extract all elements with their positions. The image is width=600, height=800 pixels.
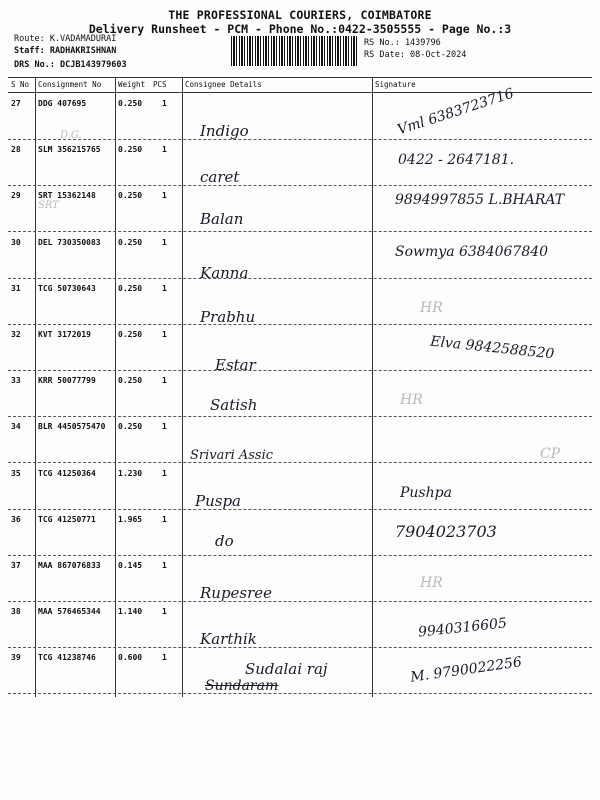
row-divider xyxy=(8,416,592,417)
consignee-handwritten: Prabhu xyxy=(200,308,256,326)
row-weight: 0.250 xyxy=(118,376,143,385)
row-divider xyxy=(8,647,592,648)
row-consignment-no: TCG 41250771 xyxy=(38,515,96,524)
consignee-handwritten: Sudalai raj xyxy=(245,660,328,678)
row-divider xyxy=(8,185,592,186)
signature-handwritten: HR xyxy=(400,392,423,408)
row-divider xyxy=(8,370,592,371)
row-divider xyxy=(8,231,592,232)
row-weight: 0.145 xyxy=(118,561,143,570)
row-sno: 28 xyxy=(11,145,21,154)
row-divider xyxy=(8,555,592,556)
signature-handwritten: Pushpa xyxy=(400,485,452,501)
row-pcs: 1 xyxy=(162,561,167,570)
row-weight: 1.965 xyxy=(118,515,143,524)
column-header-weight: Weight xyxy=(118,80,146,89)
signature-handwritten: Elva 9842588520 xyxy=(429,333,555,363)
column-header-pcs: PCS xyxy=(153,80,167,89)
row-weight: 0.250 xyxy=(118,422,143,431)
row-pcs: 1 xyxy=(162,515,167,524)
drs-number: DRS No.: DCJB143979603 xyxy=(14,60,127,70)
staff-label: Staff: RADHAKRISHNAN xyxy=(14,46,117,56)
consignee-handwritten: Satish xyxy=(210,396,258,414)
row-consignment-no: SRT 15362148 xyxy=(38,191,96,200)
column-header-consignee: Consignee Details xyxy=(185,80,262,89)
rs-number: RS No.: 1439796 xyxy=(364,38,441,48)
consignee-handwritten: caret xyxy=(200,168,240,186)
row-weight: 0.250 xyxy=(118,238,143,247)
row-weight: 0.600 xyxy=(118,653,143,662)
column-header-signature: Signature xyxy=(375,80,416,89)
column-divider xyxy=(372,77,373,697)
struck-out-name: Sundaram xyxy=(205,678,279,694)
row-sno: 31 xyxy=(11,284,21,293)
row-weight: 0.250 xyxy=(118,284,143,293)
row-divider xyxy=(8,139,592,140)
row-sno: 38 xyxy=(11,607,21,616)
row-pcs: 1 xyxy=(162,422,167,431)
column-divider xyxy=(182,77,183,697)
consignee-handwritten: Rupesree xyxy=(200,584,273,602)
row-weight: 1.230 xyxy=(118,469,143,478)
row-consignment-no: DEL 730350083 xyxy=(38,238,101,247)
row-weight: 0.250 xyxy=(118,145,143,154)
row-pcs: 1 xyxy=(162,469,167,478)
row-consignment-no: DDG 407695 xyxy=(38,99,87,108)
column-header-consignment: Consignment No xyxy=(38,80,102,89)
row-pcs: 1 xyxy=(162,99,167,108)
consignee-handwritten: do xyxy=(215,532,234,550)
page-title: THE PROFESSIONAL COURIERS, COIMBATORE xyxy=(168,8,432,22)
row-pcs: 1 xyxy=(162,284,167,293)
row-sno: 32 xyxy=(11,330,21,339)
route-label: Route: K.VADAMADURAI xyxy=(14,34,117,44)
consignee-handwritten: Puspa xyxy=(195,492,241,510)
signature-handwritten: HR xyxy=(420,575,443,591)
column-divider xyxy=(35,77,36,697)
column-divider xyxy=(115,77,116,697)
consignee-handwritten: Estar xyxy=(215,356,256,374)
row-sno: 39 xyxy=(11,653,21,662)
table-top-border xyxy=(8,77,592,78)
row-consignment-no: TCG 41250364 xyxy=(38,469,96,478)
row-weight: 0.250 xyxy=(118,191,143,200)
runsheet-subtitle: Delivery Runsheet - PCM - Phone No.:0422-3505555 - Page No.:3 xyxy=(88,22,512,36)
consignee-handwritten: Indigo xyxy=(200,122,249,140)
signature-handwritten: Vml 6383723716 xyxy=(395,85,516,139)
row-divider xyxy=(8,693,592,694)
row-consignment-no: MAA 576465344 xyxy=(38,607,101,616)
row-pcs: 1 xyxy=(162,607,167,616)
row-weight: 0.250 xyxy=(118,99,143,108)
row-pcs: 1 xyxy=(162,376,167,385)
row-consignment-no: KRR 50077799 xyxy=(38,376,96,385)
signature-handwritten: CP xyxy=(540,446,561,462)
signature-handwritten: 0422 - 2647181. xyxy=(398,152,515,168)
row-sno: 27 xyxy=(11,99,21,108)
row-sno: 37 xyxy=(11,561,21,570)
signature-handwritten: M. 9790022256 xyxy=(409,654,523,686)
row-pcs: 1 xyxy=(162,145,167,154)
consignee-handwritten: Karthik xyxy=(200,630,257,648)
row-pcs: 1 xyxy=(162,330,167,339)
signature-handwritten: 9894997855 L.BHARAT xyxy=(395,192,565,208)
signature-handwritten: HR xyxy=(420,300,443,316)
row-divider xyxy=(8,324,592,325)
row-sno: 35 xyxy=(11,469,21,478)
consignee-handwritten: Srivari Assic xyxy=(190,448,274,463)
signature-handwritten: 7904023703 xyxy=(395,522,497,541)
row-sno: 30 xyxy=(11,238,21,247)
barcode-image xyxy=(231,36,357,66)
consignee-handwritten: Balan xyxy=(200,210,244,228)
row-pcs: 1 xyxy=(162,238,167,247)
row-consignment-no: SLM 356215765 xyxy=(38,145,101,154)
row-consignment-no: KVT 3172019 xyxy=(38,330,91,339)
row-divider xyxy=(8,601,592,602)
consignee-handwritten: Kanna xyxy=(200,264,249,282)
row-divider xyxy=(8,462,592,463)
row-weight: 1.140 xyxy=(118,607,143,616)
row-pcs: 1 xyxy=(162,653,167,662)
column-header-sno: S No xyxy=(11,80,30,89)
row-sno: 33 xyxy=(11,376,21,385)
row-weight: 0.250 xyxy=(118,330,143,339)
row-divider xyxy=(8,278,592,279)
row-divider xyxy=(8,509,592,510)
signature-handwritten: 9940316605 xyxy=(417,615,508,641)
pencil-note: D.G. xyxy=(60,130,82,141)
row-sno: 29 xyxy=(11,191,21,200)
row-pcs: 1 xyxy=(162,191,167,200)
row-consignment-no: TCG 50730643 xyxy=(38,284,96,293)
row-consignment-no: MAA 867076833 xyxy=(38,561,101,570)
row-sno: 36 xyxy=(11,515,21,524)
pencil-note: SRT xyxy=(38,200,59,211)
row-consignment-no: TCG 41238746 xyxy=(38,653,96,662)
row-consignment-no: BLR 4450575470 xyxy=(38,422,106,431)
row-sno: 34 xyxy=(11,422,21,431)
signature-handwritten: Sowmya 6384067840 xyxy=(395,244,549,260)
rs-date: RS Date: 08-Oct-2024 xyxy=(364,50,467,60)
